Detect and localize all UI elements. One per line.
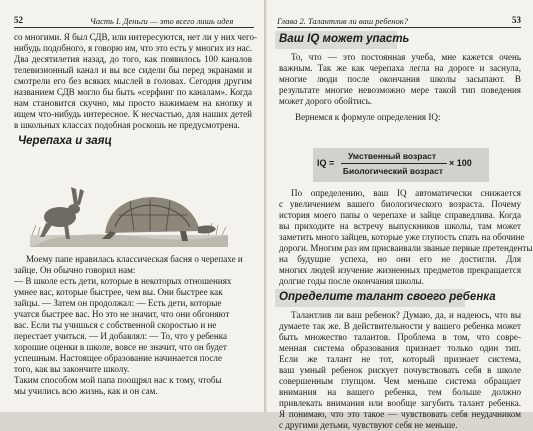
heading-talent-band — [275, 289, 496, 307]
text-line: нам становится скучно, мы просто нажимаем на кнопку и — [14, 98, 252, 108]
formula-numerator: Умственный возраст — [347, 151, 437, 161]
text-line: зайце. Он обычно говорил нам: — [14, 265, 136, 275]
text-line: Моему папе нравилась классическая басня о черепахе и — [26, 254, 243, 264]
tortoise-and-hare-illustration — [30, 187, 228, 247]
formula-lhs: IQ = — [317, 158, 335, 168]
text-line: на будущие успеха, но они его не достигли. Для — [279, 254, 521, 264]
text-line: мы учились всю жизнь, как и он сам. — [14, 386, 158, 396]
left-running-header — [14, 15, 254, 27]
text-line: телевизионный канал и вы все сидели бы перед экранами и — [14, 65, 252, 75]
page-number-right: 53 — [512, 15, 521, 25]
header-rule-right — [277, 27, 521, 28]
formula-rhs: × 100 — [449, 158, 472, 168]
text-line: смотрели его без всяких мыслей в головах. Сегодня другим — [14, 76, 252, 86]
text-line: Таким способом мой папа поощрял нас к тому, чтобы — [14, 375, 222, 385]
text-line: Если же талант не тот, который признает система, — [279, 354, 521, 364]
running-head-right: Глава 2. Талантлив ли ваш ребенок? — [277, 16, 408, 26]
text-line: с другими детьми, чувствуют себя не меньше. — [279, 420, 458, 430]
text-line: названием СДВ могло бы быть «серфинг по каналам». Когда — [14, 87, 252, 97]
text-line: вас. Если ты учишься с собственной скоростью и не — [14, 320, 217, 330]
text-line: результате многие невозможно мере такой тип поведения — [279, 85, 521, 95]
text-line: Я понимаю, что это такое — чувствовать себя неудачником — [279, 409, 521, 419]
text-line: может дорого обойтись. — [279, 96, 372, 106]
text-line: зайцы. — Затем он продолжал: — Есть дети, которые — [14, 298, 222, 308]
text-line: думаете так же. В действительности у вашего ребенка может — [279, 321, 521, 331]
text-line: Два десятилетия назад, до того, как появилось 100 каналов — [14, 54, 252, 64]
right-paragraph-3 — [279, 188, 533, 287]
text-line: совершенным глупцом. Чем меньше система обращает — [279, 376, 521, 386]
text-line: ищем что-нибудь интересное. К несчастью, для наших детей — [14, 109, 252, 119]
text-line: — В школе есть дети, которые в некоторых отношениях — [14, 276, 232, 286]
text-line: нибудь подобного, я говорю им, что это есть у многих из нас. — [14, 43, 252, 53]
header-rule-left — [14, 27, 254, 28]
running-head-left: Часть I. Деньги — это всего лишь идея — [90, 16, 234, 26]
formula-denominator: Биологический возраст — [342, 166, 444, 176]
text-line: вы приходите на встречу выпускников школы, там может — [279, 221, 521, 231]
text-line: заметить много зайцев, которые уже глупость спать на обочине — [279, 232, 525, 242]
right-paragraph-1 — [279, 52, 521, 107]
text-line: привлекать внимания или вообще загубить талант ребенка. — [279, 398, 521, 408]
text-line: того, как вы закончите школу. — [14, 364, 130, 374]
text-line: быть множество талантов. Проблема в том, что совре- — [279, 332, 521, 342]
text-line: ваш умный ребенок рискует почувствовать себя в школе — [279, 365, 521, 375]
text-line: перестает учиться. — И добавлял: — То, что у ребенка — [14, 331, 228, 341]
text-line: По определению, ваш IQ автоматически снижается — [291, 188, 521, 198]
text-line: внимания на вашего ребенка, тем больше должно — [279, 387, 521, 397]
text-line: в школьных классах подобная роскошь не предусмотрена. — [14, 120, 240, 130]
text-line: многие люди после окончания школы засыпают. В — [279, 74, 521, 84]
text-line: менная система образования признает только один тип. — [279, 343, 521, 353]
right-paragraph-4 — [279, 310, 521, 431]
text-line: умнее вас, которые быстрее, чем вы. Они быстрее как — [14, 287, 223, 297]
text-line: хорошие оценки в школе, вовсе не значит, что он будет — [14, 342, 227, 352]
text-line: успешным. Настоящее образование начинается после — [14, 353, 223, 363]
right-paragraph-2: Вернемся к формуле определения IQ: — [295, 112, 441, 122]
right-page — [267, 0, 533, 430]
text-line: Талантлив ли ваш ребенок? Думаю, да, и надеюсь, что вы — [291, 310, 521, 320]
text-line: важным. Так же как черепаха легла на дороге и заснула, — [279, 63, 521, 73]
left-page — [0, 0, 265, 412]
right-running-header — [277, 15, 521, 27]
text-line: многих людей изучение жизненных предметов прекращается — [279, 265, 521, 275]
iq-formula-box — [313, 148, 489, 182]
heading-iq-band — [275, 31, 410, 49]
page-number-left: 52 — [14, 15, 23, 25]
text-line: с увеличением вашего биологического возраста. Почему — [279, 199, 521, 209]
formula-fraction-bar — [341, 163, 447, 164]
text-line: долгие годы после окончания школы. — [279, 276, 424, 286]
left-body-paragraph — [14, 254, 252, 397]
text-line: история моего папы о черепахе и зайце справедлива. Когда — [279, 210, 521, 220]
text-line: со многими. Я был СДВ, или интересуются, нет ли у них чего- — [14, 32, 258, 42]
heading-iq-may-drop: Ваш IQ может упасть — [279, 33, 410, 45]
left-intro-paragraph — [14, 32, 258, 131]
text-line: То, что — это постоянная учеба, мне кажется очень — [291, 52, 521, 62]
section-heading-tortoise-hare: Черепаха и заяц — [18, 135, 112, 147]
heading-identify-talent: Определите талант своего ребенка — [279, 291, 496, 303]
text-line: дороги. Многим раз им присваивали званые первые претенденты — [279, 243, 533, 253]
text-line: учатся быстрее вас. Но это не значит, что они обгоняют — [14, 309, 230, 319]
